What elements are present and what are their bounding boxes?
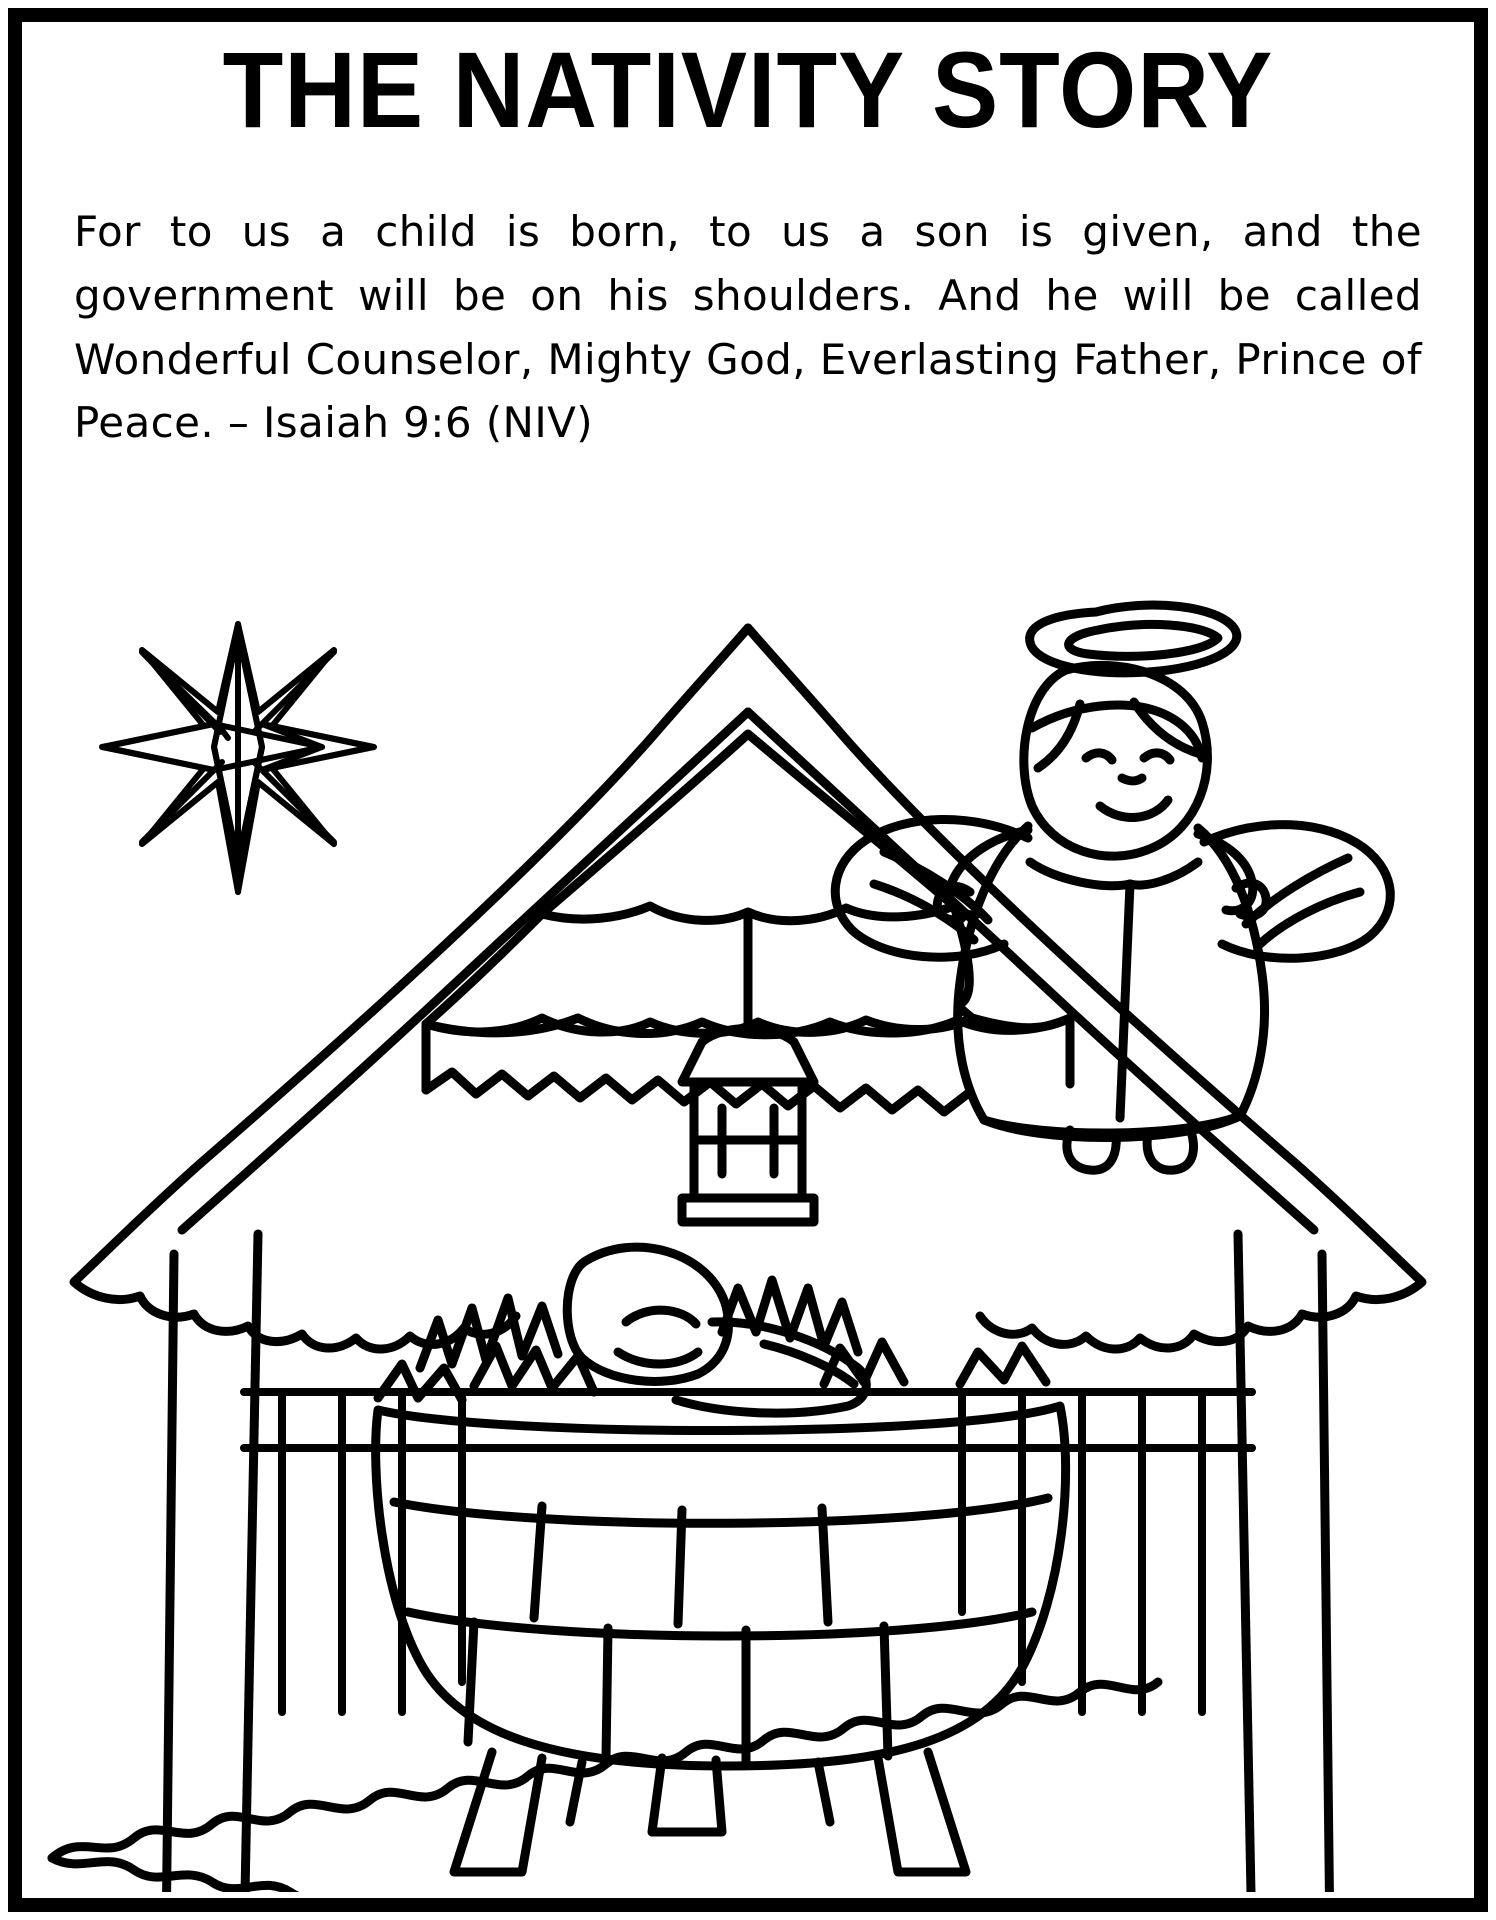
bible-verse-text: For to us a child is born, to us a son is given, and the government will be on his shoulders. And he will be called Wonderful Counselor, Mighty God, Everlasting Father, Prince of Peace. – Isaiah 9:6 (NIV)	[74, 207, 1422, 448]
hanging-lantern-icon	[682, 914, 814, 1222]
angel	[835, 605, 1390, 1170]
page-content	[22, 22, 1474, 1898]
nativity-illustration	[22, 562, 1474, 1892]
page-title: THE NATIVITY STORY	[222, 29, 1274, 150]
bethlehem-star-icon	[102, 624, 374, 892]
